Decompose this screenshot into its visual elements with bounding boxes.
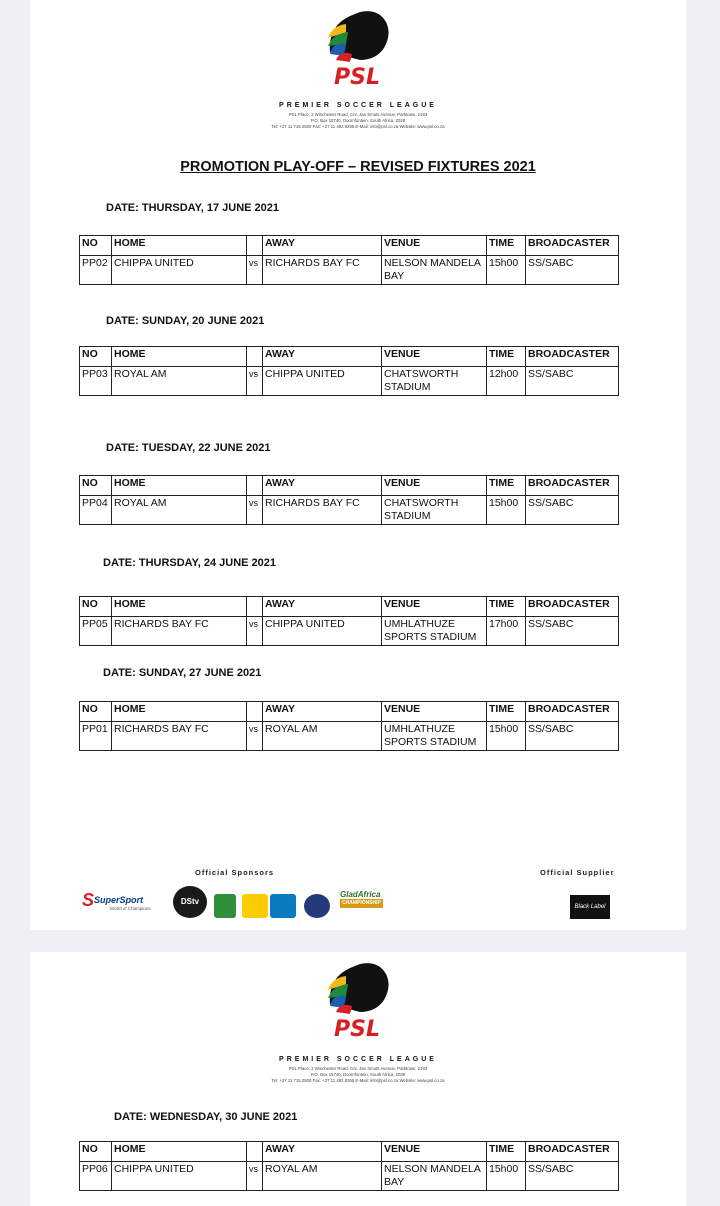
away-team: ROYAL AM xyxy=(263,722,382,751)
header-no: NO xyxy=(80,347,112,367)
header-away: AWAY xyxy=(263,236,382,256)
header-time: TIME xyxy=(487,476,526,496)
psl-logo-icon xyxy=(320,956,394,1040)
header-broadcaster: BROADCASTER xyxy=(526,347,619,367)
fixture-table xyxy=(79,235,619,285)
black-label-logo-icon: Black Label xyxy=(570,895,610,919)
vs-label: vs xyxy=(247,722,263,751)
broadcaster: SS/SABC xyxy=(526,722,619,751)
match-no: PP05 xyxy=(80,617,112,646)
header-home: HOME xyxy=(112,236,247,256)
mtn-icon xyxy=(242,894,268,918)
header-home: HOME xyxy=(112,476,247,496)
header-away: AWAY xyxy=(263,597,382,617)
gladafrica-sub: CHAMPIONSHIP xyxy=(342,900,381,906)
address-line-1: PSL Place, 2 Winchester Road, Cnr. Jan Smuts Avenue, Parktown, 2193 xyxy=(288,112,428,117)
broadcaster: SS/SABC xyxy=(526,1162,619,1191)
fixture-date: DATE: SUNDAY, 27 JUNE 2021 xyxy=(103,667,262,679)
fixture-date: DATE: TUESDAY, 22 JUNE 2021 xyxy=(106,442,271,454)
home-team: CHIPPA UNITED xyxy=(112,1162,247,1191)
header-venue: VENUE xyxy=(382,347,487,367)
away-team: CHIPPA UNITED xyxy=(263,367,382,396)
fixture-table xyxy=(79,1141,619,1191)
gladafrica-logo-icon xyxy=(340,890,383,908)
kickoff-time: 15h00 xyxy=(487,496,526,525)
match-no: PP03 xyxy=(80,367,112,396)
header-venue: VENUE xyxy=(382,476,487,496)
header-time: TIME xyxy=(487,236,526,256)
match-no: PP04 xyxy=(80,496,112,525)
kickoff-time: 17h00 xyxy=(487,617,526,646)
fixture-date: DATE: THURSDAY, 24 JUNE 2021 xyxy=(103,557,277,569)
header-home: HOME xyxy=(112,1142,247,1162)
table-row xyxy=(80,367,619,396)
match-no: PP02 xyxy=(80,256,112,285)
table-row xyxy=(80,617,619,646)
away-team: RICHARDS BAY FC xyxy=(263,496,382,525)
away-team: CHIPPA UNITED xyxy=(263,617,382,646)
kickoff-time: 15h00 xyxy=(487,1162,526,1191)
header-time: TIME xyxy=(487,702,526,722)
venue: UMHLATHUZE SPORTS STADIUM xyxy=(382,617,487,646)
venue: NELSON MANDELA BAY xyxy=(382,256,487,285)
venue: CHATSWORTH STADIUM xyxy=(382,367,487,396)
match-no: PP01 xyxy=(80,722,112,751)
broadcaster: SS/SABC xyxy=(526,367,619,396)
header-time: TIME xyxy=(487,597,526,617)
header-away: AWAY xyxy=(263,702,382,722)
header-home: HOME xyxy=(112,597,247,617)
match-no: PP06 xyxy=(80,1162,112,1191)
address-line-2: P.O. Box 15740, Doornfontein, South Africa, 2028 xyxy=(310,118,406,123)
vs-label: vs xyxy=(247,617,263,646)
home-team: RICHARDS BAY FC xyxy=(112,722,247,751)
psl-logo-text: PSL xyxy=(334,1017,380,1040)
header-no: NO xyxy=(80,702,112,722)
venue: UMHLATHUZE SPORTS STADIUM xyxy=(382,722,487,751)
document-page-1 xyxy=(30,0,686,930)
psl-logo-text: PSL xyxy=(334,65,380,88)
supplier-label: Official Supplier xyxy=(540,868,615,877)
fixture-table xyxy=(79,701,619,751)
nedbank-cup-icon xyxy=(214,894,236,918)
kickoff-time: 15h00 xyxy=(487,722,526,751)
telkom-icon xyxy=(270,894,296,918)
away-team: RICHARDS BAY FC xyxy=(263,256,382,285)
table-row xyxy=(80,1162,619,1191)
header-venue: VENUE xyxy=(382,702,487,722)
venue: CHATSWORTH STADIUM xyxy=(382,496,487,525)
fixture-table xyxy=(79,346,619,396)
dstv-logo-icon: DStv xyxy=(173,886,207,918)
carling-icon xyxy=(304,894,330,918)
header-away: AWAY xyxy=(263,347,382,367)
vs-label: vs xyxy=(247,367,263,396)
header-venue: VENUE xyxy=(382,236,487,256)
vs-label: vs xyxy=(247,256,263,285)
header-away: AWAY xyxy=(263,476,382,496)
vs-label: vs xyxy=(247,496,263,525)
fixture-date: DATE: WEDNESDAY, 30 JUNE 2021 xyxy=(114,1111,298,1123)
supersport-name: SuperSport xyxy=(94,894,144,905)
home-team: RICHARDS BAY FC xyxy=(112,617,247,646)
fixture-table xyxy=(79,475,619,525)
header-no: NO xyxy=(80,1142,112,1162)
document-page-2 xyxy=(30,952,686,1206)
header-no: NO xyxy=(80,236,112,256)
header-away: AWAY xyxy=(263,1142,382,1162)
table-row xyxy=(80,496,619,525)
venue: NELSON MANDELA BAY xyxy=(382,1162,487,1191)
supersport-logo-icon: SSuperSport World of Champions xyxy=(82,890,151,911)
header-broadcaster: BROADCASTER xyxy=(526,702,619,722)
address-line-3: Tel: +27 11 715 2500 Fax: +27 11 482 8265 E-Mail: info@psl.co.za Website: www.psl.co.za xyxy=(271,1078,445,1083)
broadcaster: SS/SABC xyxy=(526,496,619,525)
header-no: NO xyxy=(80,597,112,617)
broadcaster: SS/SABC xyxy=(526,256,619,285)
kickoff-time: 15h00 xyxy=(487,256,526,285)
home-team: ROYAL AM xyxy=(112,496,247,525)
away-team: ROYAL AM xyxy=(263,1162,382,1191)
sponsors-label: Official Sponsors xyxy=(195,868,275,877)
kickoff-time: 12h00 xyxy=(487,367,526,396)
fixture-date: DATE: SUNDAY, 20 JUNE 2021 xyxy=(106,315,265,327)
fixture-date: DATE: THURSDAY, 17 JUNE 2021 xyxy=(106,202,280,214)
home-team: ROYAL AM xyxy=(112,367,247,396)
supersport-tagline: World of Champions xyxy=(110,906,151,911)
org-name: PREMIER SOCCER LEAGUE xyxy=(279,102,437,109)
header-venue: VENUE xyxy=(382,1142,487,1162)
table-row xyxy=(80,722,619,751)
gladafrica-name: GladAfrica xyxy=(340,890,381,899)
header-home: HOME xyxy=(112,347,247,367)
header-broadcaster: BROADCASTER xyxy=(526,236,619,256)
table-row xyxy=(80,256,619,285)
address-line-2: P.O. Box 15740, Doornfontein, South Africa, 2028 xyxy=(310,1072,406,1077)
org-name: PREMIER SOCCER LEAGUE xyxy=(279,1056,437,1063)
fixture-table xyxy=(79,596,619,646)
broadcaster: SS/SABC xyxy=(526,617,619,646)
header-home: HOME xyxy=(112,702,247,722)
vs-label: vs xyxy=(247,1162,263,1191)
header-no: NO xyxy=(80,476,112,496)
address-line-1: PSL Place, 2 Winchester Road, Cnr. Jan Smuts Avenue, Parktown, 2193 xyxy=(288,1066,428,1071)
header-time: TIME xyxy=(487,1142,526,1162)
header-broadcaster: BROADCASTER xyxy=(526,597,619,617)
header-broadcaster: BROADCASTER xyxy=(526,1142,619,1162)
address-line-3: Tel: +27 11 715 2500 Fax: +27 11 482 8265 E-Mail: info@psl.co.za Website: www.psl.co.za xyxy=(271,124,445,129)
document-title: PROMOTION PLAY-OFF – REVISED FIXTURES 2021 xyxy=(180,159,536,175)
psl-logo-icon xyxy=(320,4,394,88)
home-team: CHIPPA UNITED xyxy=(112,256,247,285)
header-venue: VENUE xyxy=(382,597,487,617)
header-time: TIME xyxy=(487,347,526,367)
header-broadcaster: BROADCASTER xyxy=(526,476,619,496)
